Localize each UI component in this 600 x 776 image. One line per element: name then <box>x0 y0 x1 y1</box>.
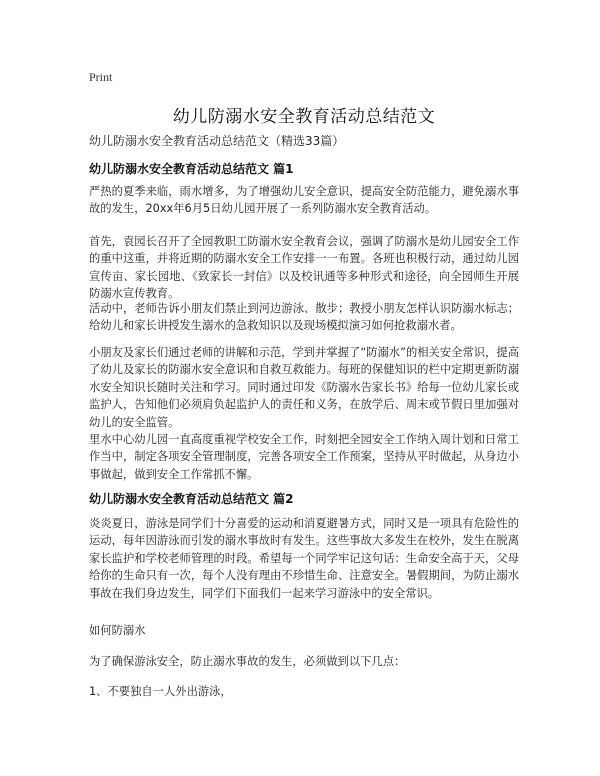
paragraph: 为了确保游泳安全，防止溺水事故的发生，必须做到以下几点： <box>89 655 406 668</box>
section-heading-2: 幼儿防溺水安全教育活动总结范文 篇2 <box>89 492 294 506</box>
paragraph: 严热的夏季来临，雨水增多，为了增强幼儿安全意识，提高安全防范能力，避免溺水事故的发生，20xx年6月5日幼儿园开展了一系列防溺水安全教育活动。 <box>89 185 519 216</box>
paragraph: 炎炎夏日，游泳是同学们十分喜爱的运动和消夏避暑方式，同时又是一项具有危险性的运动，每年因游泳而引发的溺水事故时有发生。这些事故大多发生在校外，发生在脱离家长监护和学校老师管理的时段。希望每一个同学牢记这句话：生命安全高于天，父母给你的生命只有一次，每个人没有理由不珍惜生命、注意安全。暑假期间，为防止溺水事故在我们身边发生，同学们下面我们一起来学习游泳中的安全常识。 <box>89 517 519 600</box>
section-heading-1: 幼儿防溺水安全教育活动总结范文 篇1 <box>89 162 294 176</box>
paragraph: 里水中心幼儿园一直高度重视学校安全工作，时刻把全园安全工作纳入周计划和日常工作当中，制定各项安全管理制度，完善各项安全工作预案，坚持从平时做起，从身边小事做起，做到安全工作常抓不懈。 <box>89 433 519 481</box>
paragraph: 首先，袁园长召开了全园教职工防溺水安全教育会议，强调了防溺水是幼儿园安全工作的重中这重，并将近期的防溺水安全工作安排一一布置。各班也积极行动，通过幼儿园宣传亩、家长园地、《致家长一封信》以及校讯通等多种形式和途径，向全园师生开展防溺水宣传教育。 <box>89 235 519 301</box>
paragraph-heading: 如何防溺水 <box>89 624 146 637</box>
list-item: 1、不要独自一人外出游泳， <box>89 685 232 698</box>
paragraph: 小朋友及家长们通过老师的讲解和示范，学到并掌握了“防溺水”的相关安全常识，提高了幼儿及家长的防溺水安全意识和自救互救能力。每班的保健知识的栏中定期更新防溺水安全知识长随时关注和学习。同时通过印发《防溺水告家长书》给每一位幼儿家长或监护人，告知他们必须肩负起监护人的责任和义务，在放学后、周末或节假日里加强对幼儿的安全监管。 <box>89 346 519 429</box>
document-subtitle: 幼儿防溺水安全教育活动总结范文（精选33篇） <box>89 134 345 148</box>
paragraph: 活动中，老师告诉小朋友们禁止到河边游泳、散步；教授小朋友怎样认识防溺水标志；给幼儿和家长讲授发生溺水的急救知识以及现场模拟演习如何抢救溺水者。 <box>89 302 519 333</box>
page-title: 幼儿防溺水安全教育活动总结范文 <box>172 107 436 127</box>
print-label: Print <box>89 70 113 84</box>
